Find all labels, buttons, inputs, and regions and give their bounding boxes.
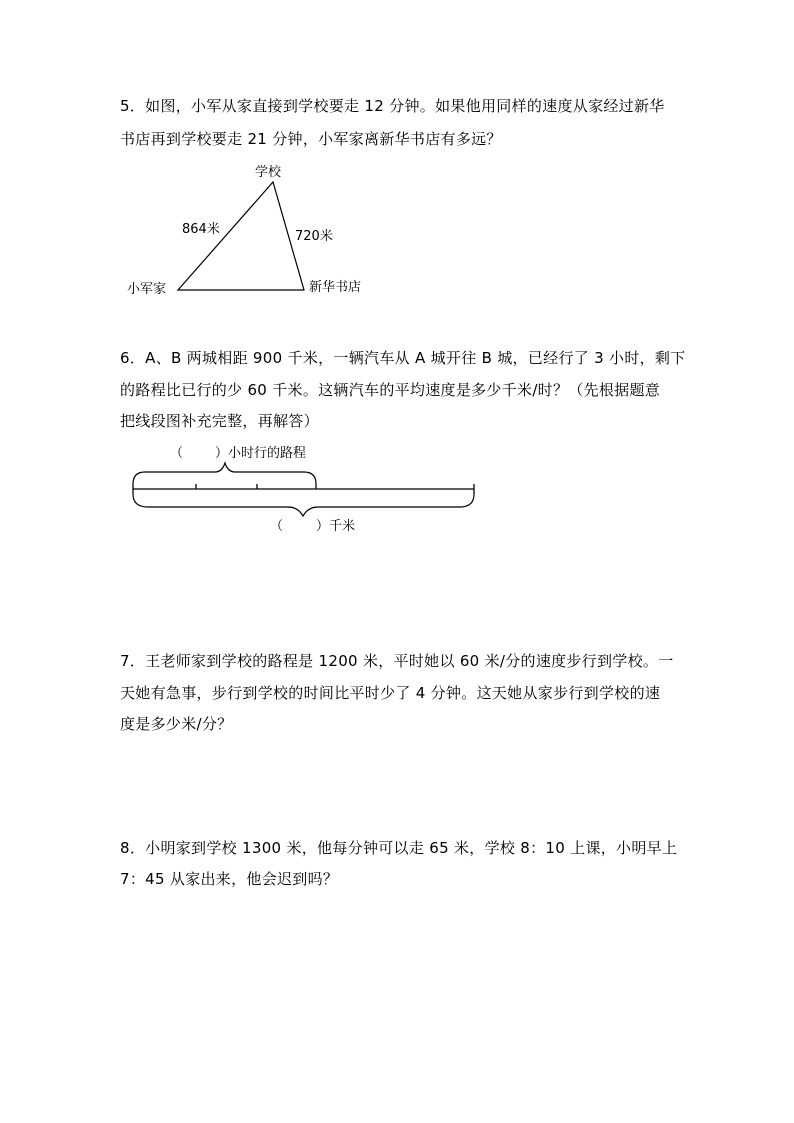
- q6-text-line-2: 的路程比已行的少 60 千米。这辆汽车的平均速度是多少千米/时？（先根据题意: [120, 381, 661, 399]
- q7-text-line-1: 7．王老师家到学校的路程是 1200 米，平时她以 60 米/分的速度步行到学校。一: [120, 652, 674, 670]
- q6-text-line-1: 6．A、B 两城相距 900 千米，一辆汽车从 A 城开往 B 城，已经行了 3 小时，剩下: [120, 349, 686, 367]
- q5-label-store-school-distance: 720米: [295, 229, 333, 244]
- q8-text-line-2: 7：45 从家出来，他会迟到吗？: [120, 870, 339, 888]
- q5-text-line-1: 5．如图，小军从家直接到学校要走 12 分钟。如果他用同样的速度从家经过新华: [120, 97, 665, 115]
- q6-top-brace: [133, 463, 316, 484]
- q5-label-bookstore: 新华书店: [309, 280, 362, 295]
- q7-text-line-2: 天她有急事，步行到学校的时间比平时少了 4 分钟。这天她从家步行到学校的速: [120, 684, 661, 702]
- q6-top-label-open: （: [170, 446, 184, 461]
- q8-text-line-1: 8．小明家到学校 1300 米，他每分钟可以走 65 米，学校 8：10 上课，小明早上: [120, 839, 678, 857]
- q6-text-line-3: 把线段图补充完整，再解答）: [120, 412, 319, 430]
- q6-top-label-close: ）小时行的路程: [215, 446, 307, 461]
- q7-text-line-3: 度是多少米/分？: [120, 715, 233, 733]
- q6-bottom-label-open: （: [270, 519, 284, 534]
- q6-bottom-label-close: ）千米: [316, 519, 356, 534]
- q6-bottom-brace: [133, 494, 474, 516]
- q5-text-line-2: 书店再到学校要走 21 分钟，小军家离新华书店有多远？: [120, 130, 502, 148]
- q5-label-home-school-distance: 864米: [182, 222, 220, 237]
- q5-label-school: 学校: [255, 165, 282, 180]
- q5-label-home: 小军家: [127, 282, 167, 297]
